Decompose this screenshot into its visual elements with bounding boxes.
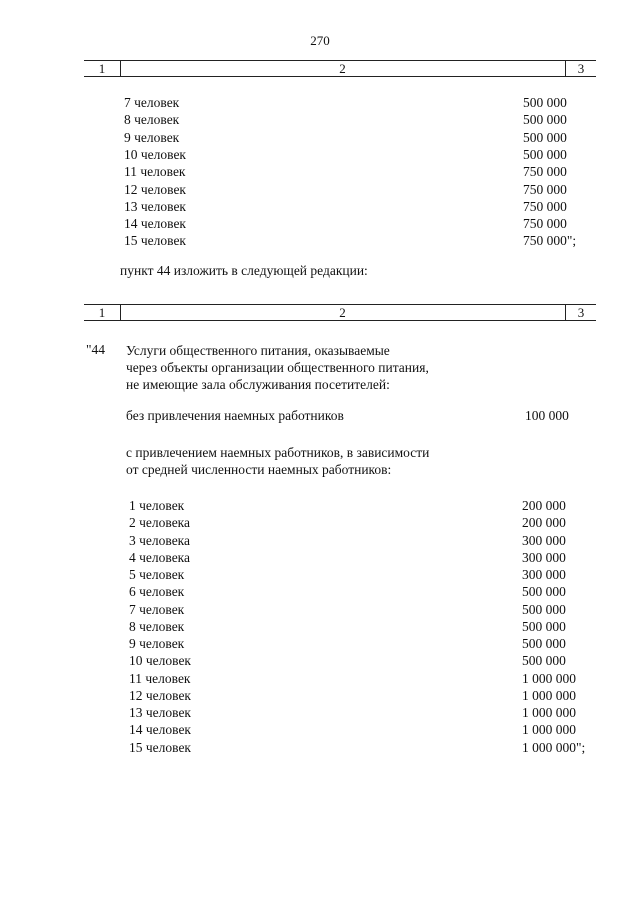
header-col-2: 2 — [120, 305, 566, 320]
row-label: 9 человек — [129, 636, 185, 651]
row-value: 750 000 — [523, 198, 567, 214]
item-title-line: через объекты организации общественного питания, — [126, 360, 429, 375]
header-col-2: 2 — [120, 61, 566, 76]
row-label: 2 человека — [129, 515, 191, 531]
item-number: "44 — [86, 342, 106, 357]
row-label: 7 человек — [124, 95, 180, 110]
row-label: 13 человек — [124, 198, 186, 214]
row-value: 750 000 — [523, 216, 567, 232]
row-value: 500 000 — [522, 636, 566, 651]
row-label: 12 человек — [129, 687, 191, 703]
row-value: 500 000 — [522, 653, 566, 669]
row-value: 500 000 — [523, 112, 567, 128]
with-workers-line: с привлечением наемных работников, в зависимости — [126, 445, 430, 460]
with-workers-line: от средней численности наемных работников: — [126, 462, 392, 477]
row-label: 1 человек — [129, 498, 185, 513]
row-value: 200 000 — [522, 498, 566, 513]
row-value: 500 000 — [522, 584, 566, 600]
row-label: 11 человек — [129, 670, 191, 686]
header-col-3: 3 — [577, 305, 585, 320]
row-label: 11 человек — [124, 164, 186, 180]
row-value: 500 000 — [523, 95, 567, 110]
no-workers-value: 100 000 — [525, 408, 569, 423]
row-label: 10 человек — [129, 653, 191, 669]
row-label: 8 человек — [124, 112, 180, 128]
row-value: 1 000 000 — [522, 687, 576, 703]
row-value: 1 000 000"; — [522, 739, 586, 755]
no-workers-label: без привлечения наемных работников — [126, 408, 344, 423]
row-value: 500 000 — [522, 618, 566, 634]
header-col-1: 1 — [84, 61, 121, 76]
row-label: 4 человека — [129, 549, 191, 565]
row-label: 13 человек — [129, 705, 191, 720]
row-value: 500 000 — [523, 129, 567, 145]
row-value: 750 000 — [523, 164, 567, 180]
instruction-text: пункт 44 изложить в следующей редакции: — [120, 263, 368, 278]
item-title-line: не имеющие зала обслуживания посетителей: — [126, 377, 390, 392]
header-col-3: 3 — [577, 61, 585, 76]
row-label: 14 человек — [124, 216, 186, 232]
table-header-2 — [84, 304, 596, 321]
row-value: 300 000 — [522, 549, 566, 565]
item-title — [126, 342, 429, 393]
table-header-1 — [84, 60, 596, 77]
row-value: 500 000 — [522, 601, 566, 617]
row-value: 300 000 — [522, 567, 566, 582]
row-value: 750 000 — [523, 181, 567, 197]
row-label: 6 человек — [129, 584, 185, 600]
with-workers-text — [126, 444, 429, 478]
header-col-1: 1 — [84, 305, 121, 320]
row-label: 10 человек — [124, 146, 186, 162]
row-value: 750 000"; — [523, 233, 577, 249]
row-value: 1 000 000 — [522, 670, 576, 686]
row-label: 5 человек — [129, 567, 185, 582]
row-value: 1 000 000 — [522, 722, 576, 738]
row-label: 8 человек — [129, 618, 185, 634]
row-label: 15 человек — [124, 233, 186, 249]
page-number: 270 — [310, 33, 330, 48]
row-label: 7 человек — [129, 601, 185, 617]
row-value: 1 000 000 — [522, 705, 576, 720]
row-label: 9 человек — [124, 129, 180, 145]
row-label: 15 человек — [129, 739, 191, 755]
row-value: 300 000 — [522, 532, 566, 548]
item-title-line: Услуги общественного питания, оказываемые — [126, 343, 390, 358]
row-label: 12 человек — [124, 181, 186, 197]
row-label: 3 человека — [129, 532, 191, 548]
row-value: 200 000 — [522, 515, 566, 531]
row-value: 500 000 — [523, 146, 567, 162]
row-label: 14 человек — [129, 722, 191, 738]
